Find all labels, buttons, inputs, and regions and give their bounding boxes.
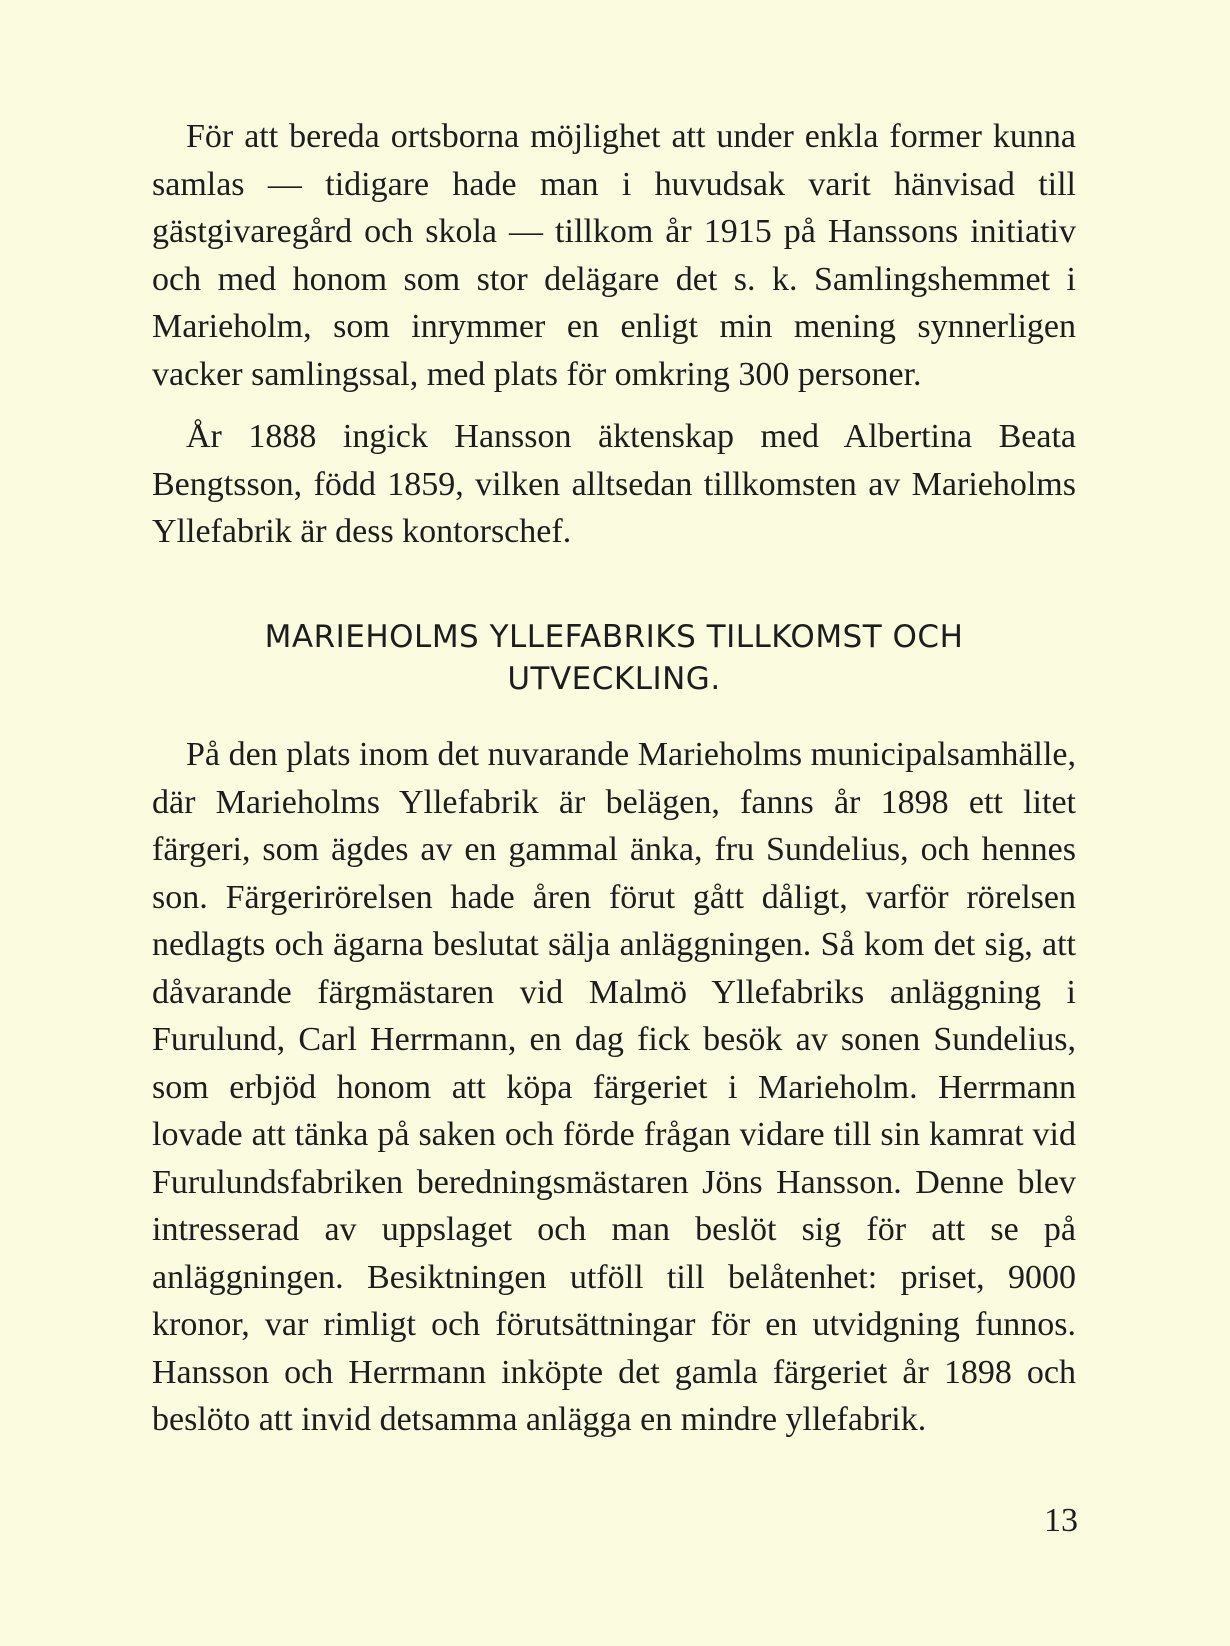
section-heading <box>152 616 1076 700</box>
page-number: 13 <box>1044 1502 1078 1539</box>
paragraph-marriage: År 1888 ingick Hansson äktenskap med Albertina Beata Bengtsson, född 1859, vilken alltsedan tillkomsten av Marieholms Yllefabrik är dess kontorschef. <box>152 418 1076 550</box>
paragraph-samlingshemmet: För att bereda ortsborna möjlighet att under enkla former kunna samlas — tidigare hade man i huvudsak varit hänvisad till gästgivaregård och skola — tillkom år 1915 på Hanssons initiativ och med honom som stor delägare det s. k. Samlingshemmet i Marieholm, som inrymmer en enligt min mening synnerligen vacker samlingssal, med plats för omkring 300 personer. <box>152 118 1076 393</box>
section-heading-line-1: MARIEHOLMS YLLEFABRIKS TILLKOMST OCH <box>264 619 964 655</box>
section-heading-line-2: UTVECKLING. <box>507 661 721 697</box>
paragraph-factory-origin: På den plats inom det nuvarande Marieholms municipalsamhälle, där Marieholms Yllefabrik är belägen, fanns år 1898 ett litet färgeri, som ägdes av en gammal änka, fru Sundelius, och hennes son. Färgerirörelsen hade åren förut gått dåligt, varför rörelsen nedlagts och ägarna beslutat sälja anläggningen. Så kom det sig, att dåvarande färgmästaren vid Malmö Yllefabriks anläggning i Furulund, Carl Herrmann, en dag fick besök av sonen Sundelius, som erbjöd honom att köpa färgeriet i Marieholm. Herrmann lovade att tänka på saken och förde frågan vidare till sin kamrat vid Furulundsfabriken beredningsmästaren Jöns Hansson. Denne blev intresserad av uppslaget och man beslöt sig för att se på anläggningen. Besiktningen utföll till belåtenhet: priset, 9000 kronor, var rimligt och förutsättningar för en utvidgning funnos. Hansson och Herrmann inköpte det gamla färgeriet år 1898 och beslöto att invid detsamma anlägga en mindre yllefabrik. <box>152 736 1076 1438</box>
